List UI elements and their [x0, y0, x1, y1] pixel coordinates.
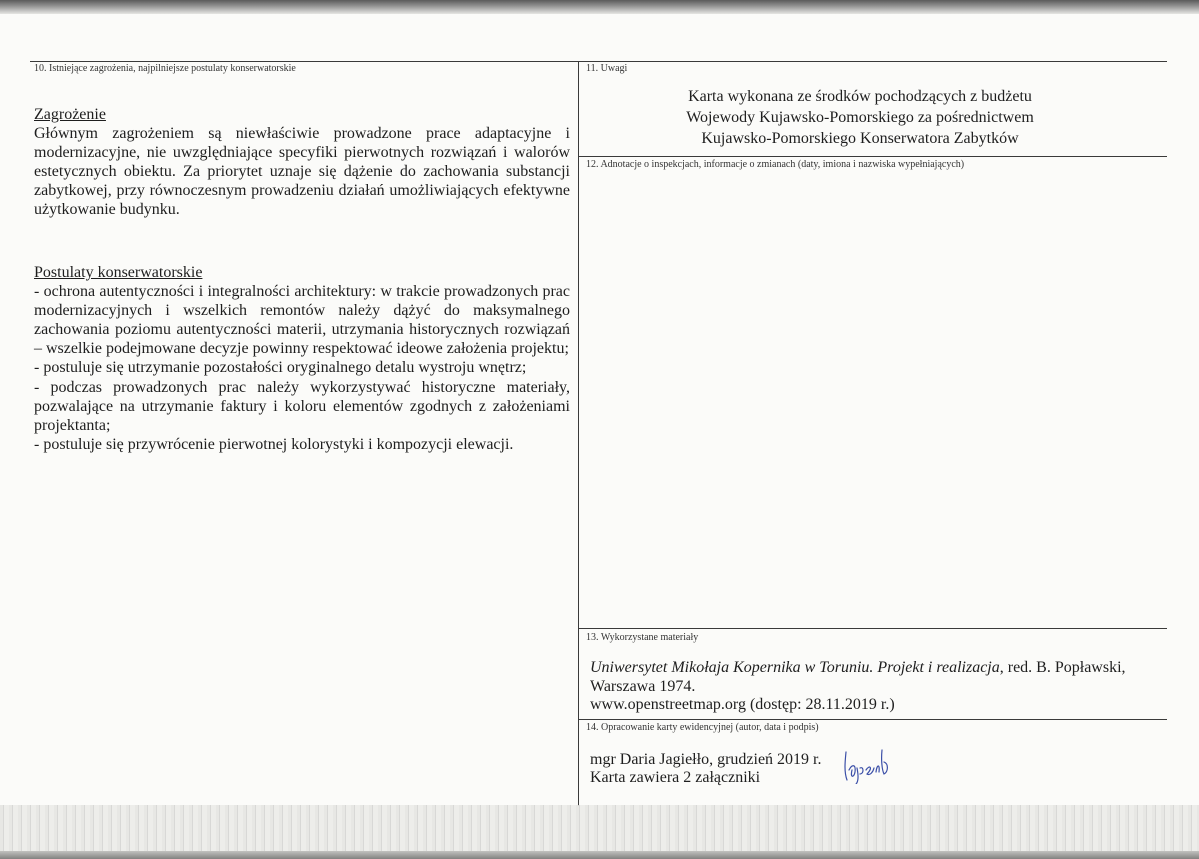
- funding-line: Karta wykonana ze środków pochodzących z budżetu: [688, 88, 1032, 105]
- section-12-label: 12. Adnotacje o inspekcjach, informacje o zmianach (daty, imiona i nazwiska wypełniających): [586, 159, 965, 170]
- postulate-item: - postuluje się przywrócenie pierwotnej kolorystyki i kompozycji elewacji.: [34, 435, 514, 453]
- column-divider: [578, 61, 579, 806]
- postulate-item: - postuluje się utrzymanie pozostałości oryginalnego detalu wystroju wnętrz;: [34, 359, 527, 377]
- rule-13: [578, 628, 1167, 629]
- rule-14: [578, 719, 1167, 720]
- funding-note: [590, 86, 1130, 149]
- signature: [840, 748, 900, 784]
- postulates-heading: Postulaty konserwatorskie: [34, 264, 203, 281]
- rule-12: [578, 156, 1167, 157]
- attachments-line: Karta zawiera 2 załączniki: [590, 769, 761, 786]
- top-rule: [30, 61, 1167, 62]
- section-13-label: 13. Wykorzystane materiały: [586, 632, 699, 643]
- author-line: mgr Daria Jagiełło, grudzień 2019 r.: [590, 751, 822, 768]
- postulate-item: - ochrona autentyczności i integralności architektury: w trakcie prowadzonych prac modernizacyjnych i wszelkich remontów należy dążyć do maksymalnego zachowania poziomu autentyczności materii, utrzymania historycznych rozwiązań – wszelkie podejmowane decyzje powinny respektować ideowe założenia projektu;: [34, 283, 570, 358]
- postulates-block: [34, 263, 570, 454]
- section-14-label: 14. Opracowanie karty ewidencyjnej (autor, data i podpis): [586, 722, 819, 733]
- threat-text: Głównym zagrożeniem są niewłaściwie prowadzone prace adaptacyjne i modernizacyjne, nie uwzględniające specyfiki pierwotnych rozwiązań i walorów estetycznych obiektu. Za priorytet uznaje się dążenie do zachowania substancji zabytkowej, przy równoczesnym prowadzeniu działań umożliwiających efektywne użytkowanie budynku.: [34, 125, 570, 219]
- threat-block: [34, 105, 570, 220]
- threat-heading: Zagrożenie: [34, 106, 106, 123]
- section-11-label: 11. Uwagi: [586, 63, 628, 74]
- reference-1: [590, 658, 1126, 678]
- reference-2: www.openstreetmap.org (dostęp: 28.11.2019 r.): [590, 696, 895, 713]
- funding-line: Kujawsko-Pomorskiego Konserwatora Zabytków: [701, 130, 1019, 147]
- postulate-item: - podczas prowadzonych prac należy wykorzystywać historyczne materiały, pozwalające na utrzymanie faktury i koloru elementów zgodnych z założeniami projektanta;: [34, 378, 570, 434]
- scan-top-shadow: [0, 0, 1199, 14]
- reference-title: Uniwersytet Mikołaja Kopernika w Toruniu. Projekt i realizacja: [590, 659, 1000, 676]
- scan-bottom-edge: [0, 805, 1199, 859]
- reference-editor: , red. B. Popławski,: [999, 659, 1126, 676]
- reference-1-place: Warszawa 1974.: [590, 678, 696, 695]
- section-10-label: 10. Istniejące zagrożenia, najpilniejsze postulaty konserwatorskie: [34, 63, 296, 74]
- funding-line: Wojewody Kujawsko-Pomorskiego za pośrednictwem: [686, 109, 1034, 126]
